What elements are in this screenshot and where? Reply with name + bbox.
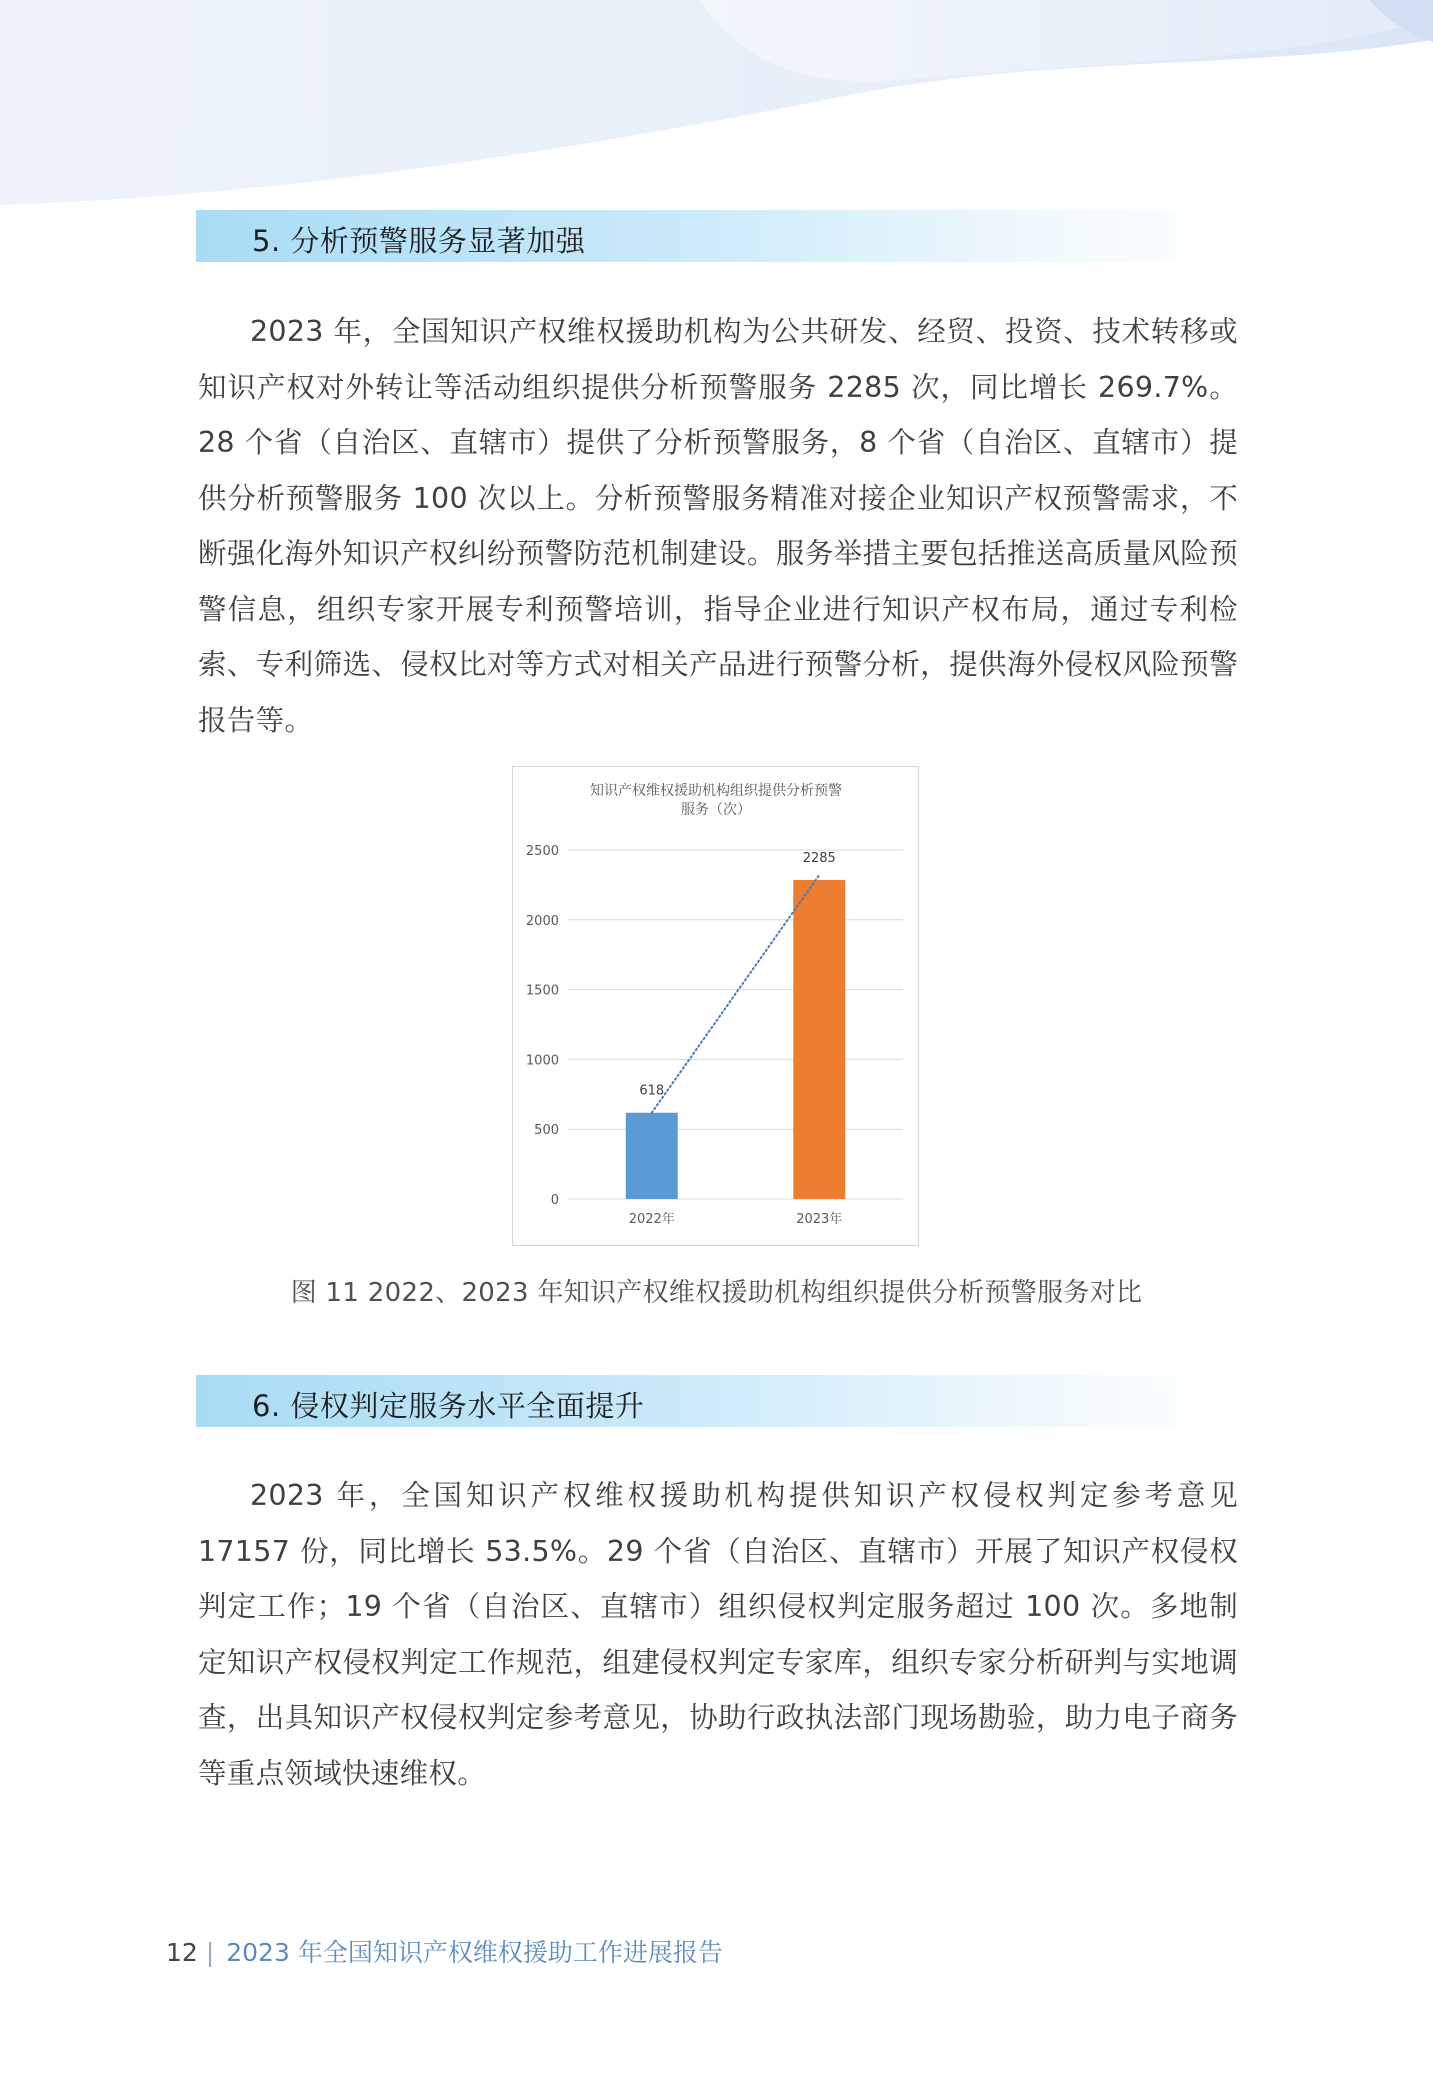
bar	[626, 1113, 678, 1199]
page-number: 12	[166, 1938, 198, 1967]
x-tick-label: 2022年	[628, 1212, 675, 1227]
y-tick-label: 500	[534, 1123, 559, 1139]
section-6-heading: 6. 侵权判定服务水平全面提升	[252, 1389, 645, 1423]
section-6-header	[196, 1375, 1228, 1427]
y-tick-label: 1000	[525, 1053, 559, 1069]
chart-y-axis	[526, 844, 559, 1208]
y-tick-label: 2000	[525, 913, 559, 929]
page-footer	[166, 1933, 723, 1969]
report-title: 2023 年全国知识产权维权援助工作进展报告	[226, 1938, 723, 1967]
data-label: 2285	[802, 851, 836, 867]
y-tick-label: 2500	[525, 844, 559, 859]
chart-bars	[626, 880, 846, 1199]
figure-caption: 图 11 2022、2023 年知识产权维权援助机构组织提供分析预警服务对比	[290, 1278, 1143, 1308]
top-wave-decoration	[0, 0, 1433, 220]
bar	[793, 880, 845, 1199]
data-label: 618	[639, 1083, 665, 1099]
section-5-heading: 5. 分析预警服务显著加强	[252, 224, 586, 258]
chart-x-axis	[629, 1211, 843, 1227]
section-6-paragraph: 2023 年，全国知识产权维权援助机构提供知识产权侵权判定参考意见 17157 份，同比增长 53.5%。29 个省（自治区、直辖市）开展了知识产权侵权判定工作；19 个省（自治区、直辖市）组织侵权判定服务超过 100 次。多地制定知识产权侵权判定工作规范，组建侵权判定专家库，组织专家分析研判与实地调查，出具知识产权侵权判定参考意见，协助行政执法部门现场勘验，助力电子商务等重点领域快速维权。	[198, 1479, 1238, 1790]
chart-grid	[568, 850, 903, 1199]
section-5-paragraph: 2023 年，全国知识产权维权援助机构为公共研发、经贸、投资、技术转移或知识产权对外转让等活动组织提供分析预警服务 2285 次，同比增长 269.7%。28 个省（自治区、直辖市）提供了分析预警服务，8 个省（自治区、直辖市）提供分析预警服务 100 次以上。分析预警服务精准对接企业知识产权预警需求，不断强化海外知识产权纠纷预警防范机制建设。服务举措主要包括推送高质量风险预警信息，组织专家开展专利预警培训，指导企业进行知识产权布局，通过专利检索、专利筛选、侵权比对等方式对相关产品进行预警分析，提供海外侵权风险预警报告等。	[198, 315, 1238, 737]
y-tick-label: 0	[550, 1193, 559, 1208]
section-5-header	[196, 210, 1228, 262]
chart-title-line1: 知识产权维权援助机构组织提供分析预警	[590, 783, 842, 799]
x-tick-label: 2023年	[796, 1212, 843, 1227]
bar-chart	[512, 766, 919, 1246]
y-tick-label: 1500	[525, 983, 559, 999]
chart-title-line2: 服务（次）	[681, 802, 751, 818]
footer-separator: |	[205, 1938, 215, 1967]
